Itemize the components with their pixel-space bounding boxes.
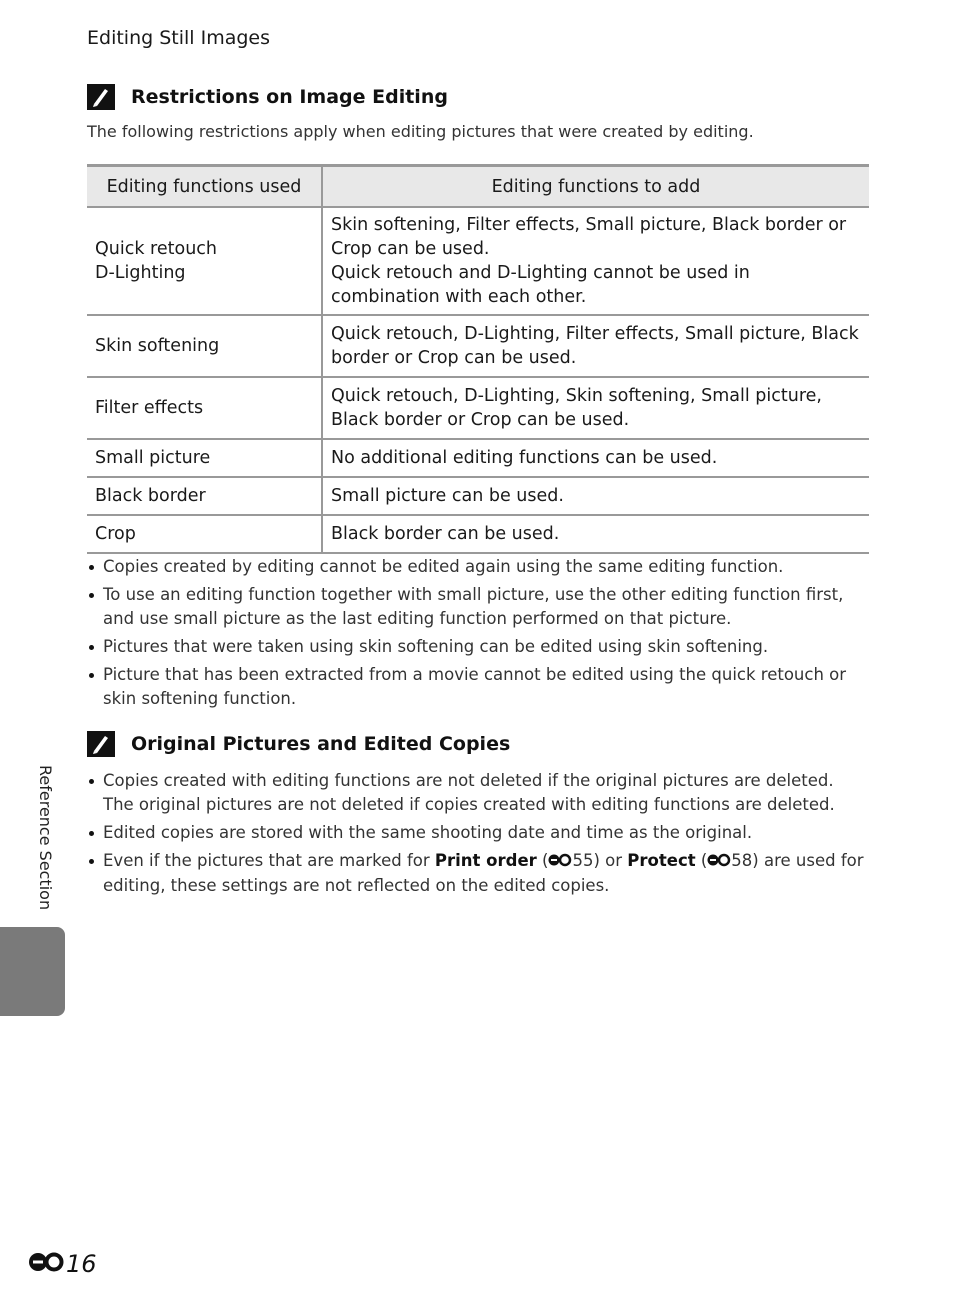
cell-add: Quick retouch, D-Lighting, Filter effects, Small picture, Black border or Crop can be used. [322,315,869,377]
intro-text: The following restrictions apply when editing pictures that were created by editing. [87,122,754,141]
table-row [87,515,869,553]
cell-used: Crop [87,515,322,553]
list-item: Copies created by editing cannot be edited again using the same editing function. [87,555,867,579]
text-run: ( [536,851,549,870]
section-heading-restrictions [87,84,448,110]
list-item: Picture that has been extracted from a movie cannot be edited using the quick retouch or skin softening function. [87,663,867,711]
list-item: Edited copies are stored with the same shooting date and time as the original. [87,821,867,845]
cell-add-line: Quick retouch and D-Lighting cannot be used in combination with each other. [331,263,750,307]
list-item: Copies created with editing functions are not deleted if the original pictures are deleted. The original pictures are not deleted if copies created with editing functions are deleted. [87,769,867,817]
running-header: Editing Still Images [87,27,271,49]
protect-term: Protect [627,851,696,870]
column-header-add: Editing functions to add [322,166,869,208]
print-order-term: Print order [434,851,537,870]
originals-bullet-list [87,769,867,902]
cell-used [87,207,322,315]
table-row [87,477,869,515]
e-reference-icon [707,850,731,874]
side-section-label: Reference Section [36,765,55,911]
cell-used: Small picture [87,439,322,477]
page-reference[interactable]: 55 [572,851,594,870]
restrictions-table [87,164,869,554]
cell-add: No additional editing functions can be used. [322,439,869,477]
cell-used: Filter effects [87,377,322,439]
table-header-row [87,166,869,208]
cell-add: Quick retouch, D-Lighting, Skin softening, Small picture, Black border or Crop can be used. [322,377,869,439]
text-run: ( [695,851,708,870]
section-heading-text: Original Pictures and Edited Copies [131,733,511,755]
cell-add-line: Skin softening, Filter effects, Small picture, Black border or Crop can be used. [331,215,847,259]
section-thumb-tab [0,927,65,1016]
list-item: Pictures that were taken using skin softening can be edited using skin softening. [87,635,867,659]
text-run: ) or [593,851,628,870]
page-number [28,1250,97,1278]
table-row [87,315,869,377]
e-reference-icon [28,1251,64,1277]
page-number-value: 16 [66,1250,97,1278]
column-header-used: Editing functions used [87,166,322,208]
cell-add [322,207,869,315]
list-item: To use an editing function together with small picture, use the other editing function first, and use small picture as the last editing function performed on that picture. [87,583,867,631]
cell-used: Black border [87,477,322,515]
list-item [87,849,867,898]
table-row [87,439,869,477]
e-reference-icon [548,850,572,874]
cell-add: Black border can be used. [322,515,869,553]
restrictions-bullet-list [87,555,867,715]
table-row [87,377,869,439]
cell-used-line: D-Lighting [95,263,186,283]
cell-used: Skin softening [87,315,322,377]
page-reference[interactable]: 58 [731,851,753,870]
text-run: Even if the pictures that are marked for [103,851,435,870]
pencil-note-icon [87,731,115,757]
section-heading-originals [87,731,510,757]
table-row [87,207,869,315]
text-run: ) are used for editing, these settings are not reflected on the edited copies. [103,851,864,895]
cell-add: Small picture can be used. [322,477,869,515]
section-heading-text: Restrictions on Image Editing [131,86,448,108]
cell-used-line: Quick retouch [95,239,217,259]
pencil-note-icon [87,84,115,110]
